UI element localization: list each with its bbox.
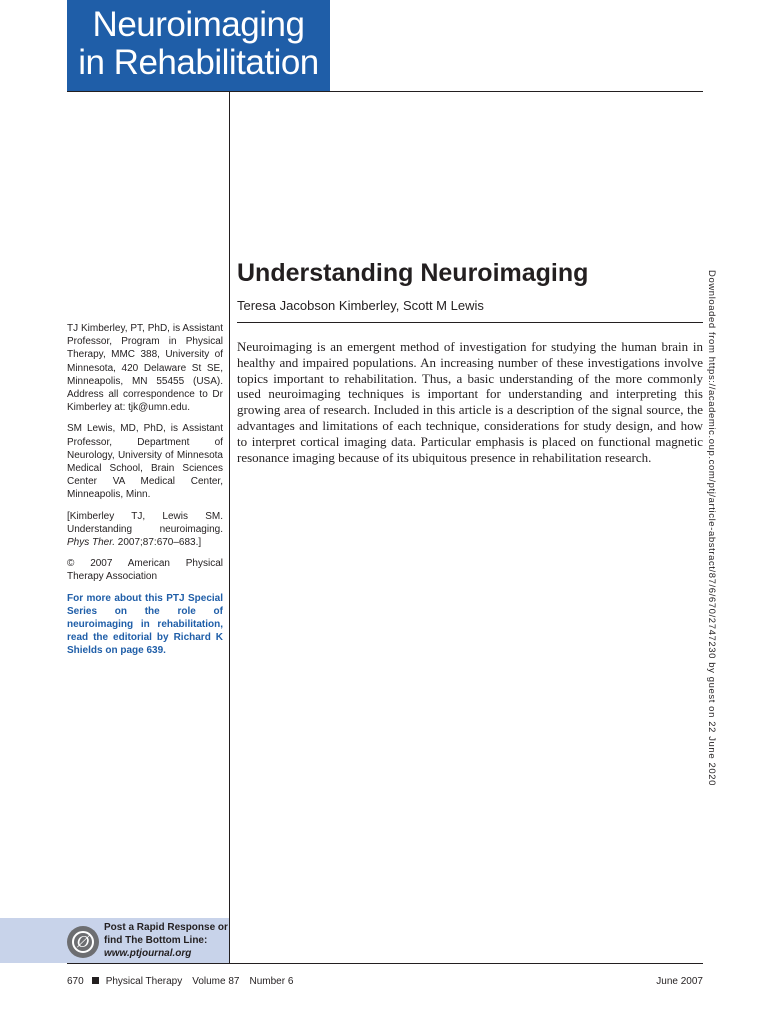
icon-glyph: Ø — [76, 932, 90, 951]
page-number: 670 — [67, 976, 84, 987]
author-affiliation-2: SM Lewis, MD, PhD, is Assistant Professor, Department of Neurology, University of Minnesota Medical School, Brain Sciences Center VA Medical Center, Minneapolis, Minn. — [67, 423, 223, 501]
copyright: © 2007 American Physical Therapy Association — [67, 558, 223, 583]
banner-line-1: Neuroimaging — [92, 5, 305, 44]
page-footer — [67, 976, 293, 987]
rapid-response-line-1: Post a Rapid Response or — [104, 922, 228, 933]
article-authors: Teresa Jacobson Kimberley, Scott M Lewis — [237, 298, 484, 313]
author-affiliation-1: TJ Kimberley, PT, PhD, is Assistant Professor, Program in Physical Therapy, MMC 388, University of Minnesota, 420 Delaware St SE, Minneapolis, MN 55455 (USA). Address all correspondence to Dr Kimberley at: tjk@umn.edu. — [67, 323, 223, 414]
top-divider — [67, 91, 703, 92]
article-title: Understanding Neuroimaging — [237, 259, 589, 287]
footer-number: Number 6 — [249, 976, 294, 987]
title-divider — [237, 322, 703, 323]
rapid-response-line-2: find The Bottom Line: — [104, 935, 208, 946]
footer-journal: Physical Therapy — [105, 976, 183, 987]
footer-volume: Volume 87 — [192, 976, 240, 987]
banner-line-2: in Rehabilitation — [78, 43, 319, 82]
rapid-response-link[interactable]: www.ptjournal.org — [104, 948, 192, 959]
citation — [67, 510, 223, 550]
citation-journal: Phys Ther. — [67, 537, 115, 549]
rapid-response-icon — [67, 926, 99, 958]
bottom-divider — [67, 963, 703, 964]
citation-suffix: 2007;87:670–683.] — [114, 537, 202, 549]
citation-prefix: [Kimberley TJ, Lewis SM. Understanding neuroimaging. — [67, 510, 223, 535]
rapid-response-text — [104, 921, 228, 960]
article-abstract: Neuroimaging is an emergent method of investigation for studying the human brain in healthy and impaired populations. An increasing number of these investigations involve topics important to rehabilitation. Thus, a basic understanding of the more commonly used neuroimaging techniques is important for understanding and interpreting this growing area of research. Included in this article is a description of the signal source, the advantages and limitations of each technique, considerations for study design, and how to interpret cortical imaging data. Particular emphasis is placed on functional magnetic resonance imaging because of its ubiquitous presence in rehabilitation research. — [237, 339, 703, 465]
footer-square-icon — [92, 977, 99, 984]
special-series-note[interactable]: For more about this PTJ Special Series on the role of neuroimaging in rehabilitation, read the editorial by Richard K Shields on page 639. — [67, 592, 223, 657]
journal-section-banner — [67, 0, 330, 91]
author-sidebar — [67, 322, 223, 666]
footer-date: June 2007 — [656, 976, 703, 987]
column-divider — [229, 91, 230, 963]
download-watermark — [706, 270, 750, 786]
download-note-text: Downloaded from https://academic.oup.com/ptj/article-abstract/87/6/670/2747230 by guest on 22 June 2020 — [706, 270, 717, 786]
